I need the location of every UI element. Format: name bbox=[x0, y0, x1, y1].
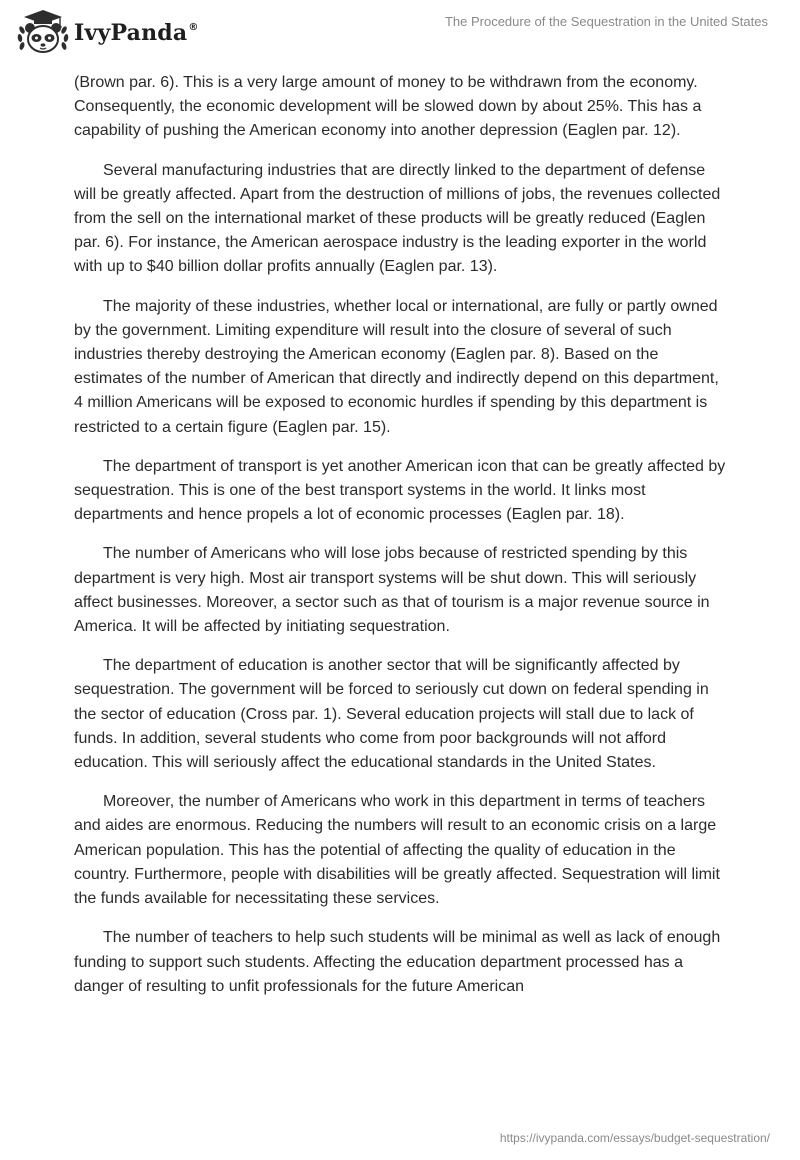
document-title: The Procedure of the Sequestration in the United States bbox=[444, 14, 768, 29]
logo-wordmark bbox=[74, 20, 199, 46]
paragraph-continued: (Brown par. 6). This is a very large amount of money to be withdrawn from the economy. Consequently, the economic development will be slowed down by about 25%. This has a capability of pushing the American economy into another depression (Eaglen par. 12). bbox=[74, 74, 702, 140]
page-header bbox=[0, 0, 800, 68]
paragraph: The department of education is another sector that will be significantly affected by sequestration. The government will be forced to seriously cut down on federal spending in the sector of education (Cross par. 1). Several education projects will stall due to lack of funds. In addition, several students who come from poor backgrounds will not afford education. This will seriously affect the educational standards in the United States. bbox=[74, 657, 709, 772]
paragraph: The majority of these industries, whether local or international, are fully or partly owned by the government. Limiting expenditure will result into the closure of several of such industries thereby destroying the American economy (Eaglen par. 8). Based on the estimates of the number of American that directly and indirectly depend on this department, 4 million Americans will be exposed to economic hurdles if spending by this department is restricted to a certain figure (Eaglen par. 15). bbox=[74, 297, 719, 436]
logo-brand-name: IvyPanda bbox=[74, 20, 188, 46]
registered-mark: ® bbox=[188, 21, 199, 33]
paragraph: Moreover, the number of Americans who work in this department in terms of teachers and aides are enormous. Reducing the numbers will result to an economic crisis on a large American population. This has the potential of affecting the quality of education in the country. Furthermore, people with disabilities will be greatly affected. Sequestration will limit the funds available for necessitating these services. bbox=[74, 793, 720, 908]
paragraph: Several manufacturing industries that are directly linked to the department of defense will be greatly affected. Apart from the destruction of millions of jobs, the revenues collected from the sell on the international market of these products will be greatly reduced (Eaglen par. 6). For instance, the American aerospace industry is the leading exporter in the world with up to $40 billion dollar profits annually (Eaglen par. 13). bbox=[74, 161, 721, 276]
source-url-link[interactable]: https://ivypanda.com/essays/budget-sequestration/ bbox=[499, 1131, 770, 1145]
panda-graduate-icon bbox=[14, 8, 72, 58]
paragraph: The number of Americans who will lose jobs because of restricted spending by this department is very high. Most air transport systems will be shut down. This will seriously affect businesses. Moreover, a sector such as that of tourism is a major revenue source in America. It will be affected by initiating sequestration. bbox=[74, 545, 710, 636]
ivypanda-logo[interactable] bbox=[14, 8, 199, 58]
paragraph: The department of transport is yet another American icon that can be greatly affected by sequestration. This is one of the best transport systems in the world. It links most departments and hence propels a lot of economic processes (Eaglen par. 18). bbox=[74, 457, 726, 524]
paragraph: The number of teachers to help such students will be minimal as well as lack of enough funding to support such students. Affecting the education department processed has a danger of resulting to unfit professionals for the future American bbox=[74, 929, 721, 995]
essay-body bbox=[74, 71, 726, 1014]
